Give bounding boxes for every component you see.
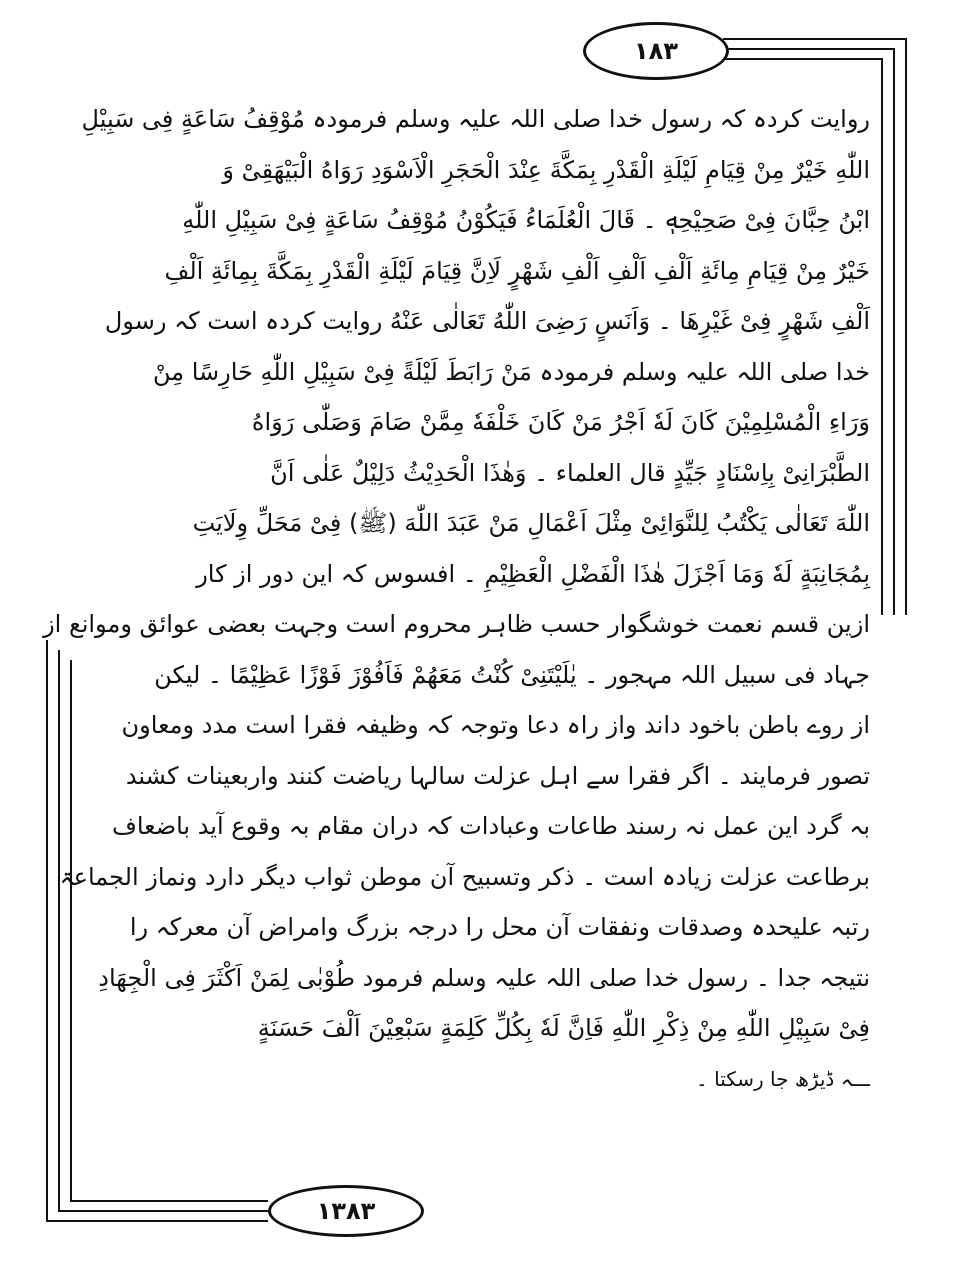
text-line: خدا صلی اللہ علیہ وسلم فرمودہ مَنْ رَابَطَ لَیْلَةً فِیْ سَبِیْلِ اللّٰهِ حَارِسًا مِنْ bbox=[152, 357, 870, 386]
page-number-top: ۱۸۳ bbox=[583, 22, 729, 80]
frame-right-line-inner bbox=[881, 58, 883, 615]
text-line: الطَّبْرَانِیْ بِاِسْنَادٍ جَیِّدٍ قال العلماء ۔ وَهٰذَا الْحَدِیْثُ دَلِیْلٌ عَلٰی اَنَّ bbox=[270, 458, 870, 487]
frame-left-line-mid bbox=[58, 650, 60, 1210]
text-line: اللّٰهَ تَعَالٰی یَکْتُبُ لِلنَّوَائِیْ مِثْلَ اَعْمَالِ مَنْ عَبَدَ اللّٰهَ (ﷺ) فِیْ مَحَلِّ وِلَایَتِ bbox=[192, 509, 870, 537]
frame-bottom-line-outer bbox=[46, 1220, 268, 1222]
frame-top-line-inner bbox=[723, 58, 881, 60]
frame-top-line-outer bbox=[723, 38, 905, 40]
text-line: تصور فرمایند ۔ اگر فقرا سے اہل عزلت سالہا ریاضت کنند واربعینات کشند bbox=[125, 761, 870, 790]
frame-left-line-outer bbox=[46, 640, 48, 1220]
frame-bottom-line-mid bbox=[58, 1210, 268, 1212]
text-line: برطاعت عزلت زیادہ است ۔ ذکر وتسبیح آن موطن ثواب دیگر دارد ونماز الجماعۃ bbox=[59, 862, 870, 891]
text-line: خَیْرٌ مِنْ قِیَامِ مِائَةِ اَلْفِ اَلْفِ اَلْفِ شَهْرٍ لَاِنَّ قِیَامَ لَیْلَةِ الْقَدْرِ بِمَکَّةَ بِمِائَةِ اَلْفِ bbox=[164, 256, 870, 285]
text-line: ابْنُ حِبَّانَ فِیْ صَحِیْحِهٖ ۔ قَالَ الْعُلَمَاءُ فَیَکُوْنُ مُوْقِفُ سَاعَةٍ فِیْ سَبِیْلِ اللّٰهِ bbox=[182, 206, 870, 234]
text-line: جہاد فی سبیل اللہ مہجور ۔ یٰلَیْتَنِیْ کُنْتُ مَعَهُمْ فَاَفُوْزَ فَوْزًا عَظِیْمًا ۔ لیکن bbox=[154, 660, 870, 689]
text-line: رتبہ علیحدہ وصدقات ونفقات آن محل را درجہ بزرگ وامراض آن معرکہ را bbox=[129, 913, 870, 941]
text-line: نتیجہ جدا ۔ رسول خدا صلی اللہ علیہ وسلم فرمود طُوْبٰی لِمَنْ اَکْثَرَ فِی الْجِهَادِ bbox=[98, 963, 870, 992]
frame-bottom-line-inner bbox=[70, 1200, 268, 1202]
frame-right-line-mid bbox=[893, 48, 895, 615]
text-line: بِمُجَانِبَةٍ لَهٗ وَمَا اَجْزَلَ هٰذَا الْفَضْلِ الْعَظِیْمِ ۔ افسوس کہ این دور از کار bbox=[196, 559, 870, 588]
text-line: اللّٰهِ خَیْرٌ مِنْ قِیَامِ لَیْلَةِ الْقَدْرِ بِمَکَّةَ عِنْدَ الْحَجَرِ الْاَسْوَدِ رَوَاهُ الْبَیْهَقِیْ وَ bbox=[222, 155, 870, 184]
text-line: روایت کردہ کہ رسول خدا صلی اللہ علیہ وسلم فرمودہ مُوْقِفُ سَاعَةٍ فِی سَبِیْلِ bbox=[81, 105, 870, 133]
frame-left-line-inner bbox=[70, 660, 72, 1200]
text-line: فِیْ سَبِیْلِ اللّٰهِ مِنْ ذِکْرِ اللّٰهِ فَاِنَّ لَهٗ بِکُلِّ کَلِمَةٍ سَبْعِیْنَ اَلْفَ حَسَنَةٍ bbox=[257, 1014, 870, 1042]
text-line: وَرَاءِ الْمُسْلِمِیْنَ کَانَ لَهٗ اَجْرُ مَنْ کَانَ خَلْفَهٗ مِمَّنْ صَامَ وَصَلّٰی رَوَاهُ bbox=[251, 408, 870, 436]
frame-right-line-outer bbox=[905, 38, 907, 615]
text-body bbox=[43, 94, 870, 1104]
text-line: از روے باطن باخود داند واز راہ دعا وتوجہ کہ وظیفہ فقرا است مدد ومعاون bbox=[121, 711, 870, 739]
footnote-line: ـــہ ڈیڑھ جا رسکتا ۔ bbox=[696, 1066, 870, 1091]
text-line: اَلْفِ شَهْرٍ فِیْ غَیْرِهَا ۔ وَاَنَسٍ رَضِیَ اللّٰهُ تَعَالٰی عَنْهُ روایت کردہ است کہ رسول bbox=[104, 307, 870, 335]
text-line: ازین قسم نعمت خوشگوار حسب ظاہر محروم است وجہت بعضی عوائق وموانع از bbox=[43, 610, 870, 638]
page-number-bottom: ۱۳۸۳ bbox=[268, 1185, 424, 1237]
text-line: بہ گرد این عمل نہ رسند طاعات وعبادات کہ دران مقام بہ وقوع آید باضعاف bbox=[111, 812, 870, 840]
frame-top-line-mid bbox=[723, 48, 893, 50]
